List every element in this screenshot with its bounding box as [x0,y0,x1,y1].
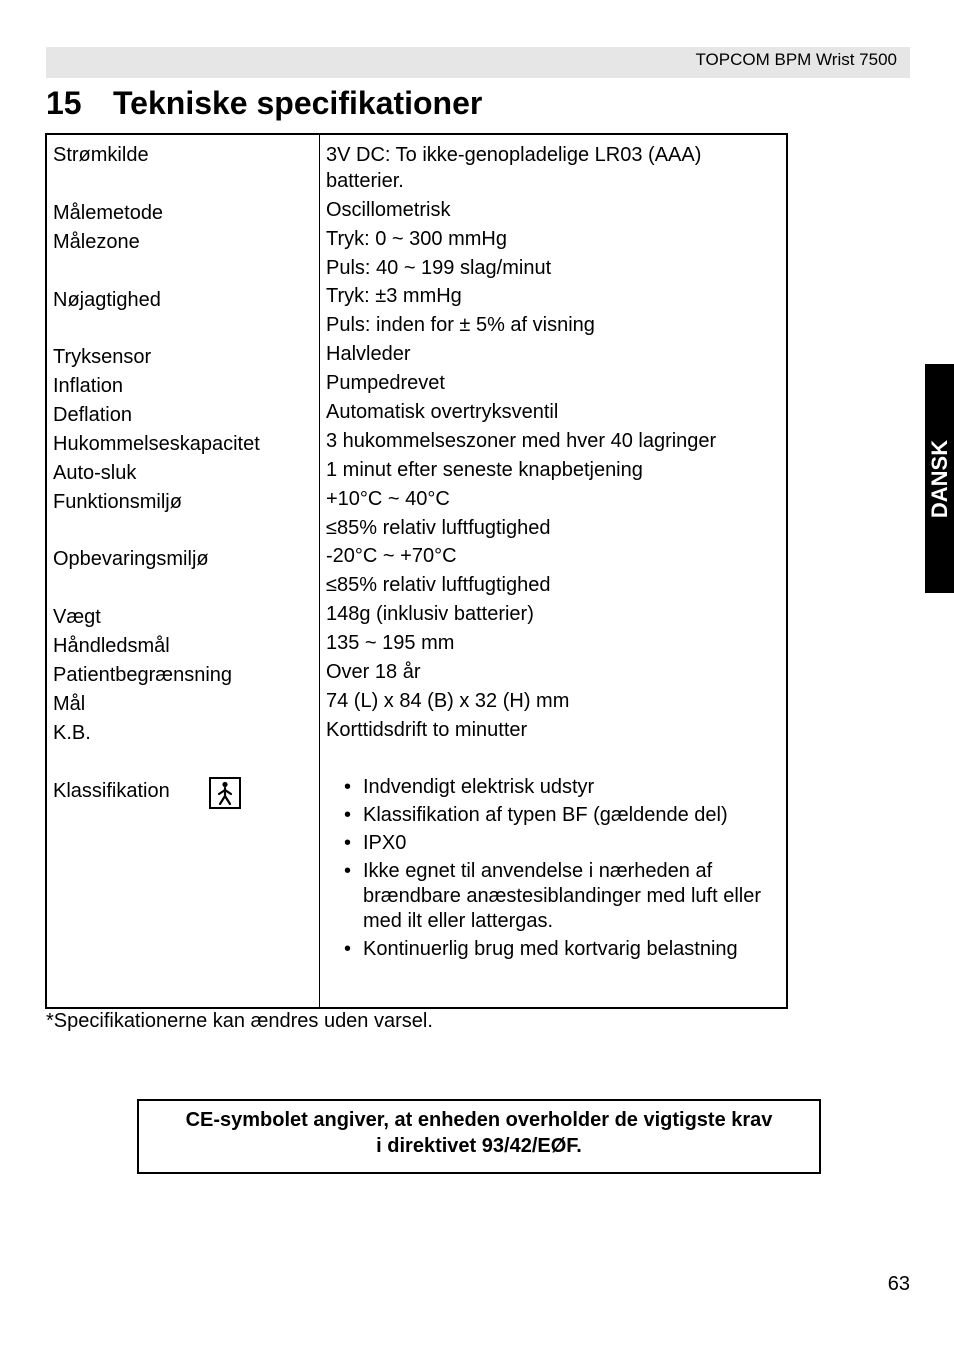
bullet-icon: • [344,832,352,854]
spec-label-measuring-method: Målemetode [53,202,164,224]
type-bf-applied-part-icon [209,777,241,809]
spec-label-measuring-range: Målezone [53,231,140,253]
spec-value-line: Puls: inden for ± 5% af visning [326,314,595,336]
spec-value-line: 1 minut efter seneste knapbetjening [326,459,643,481]
section-title [46,82,482,124]
bullet-icon: • [344,938,352,960]
spec-value-line: 148g (inklusiv batterier) [326,603,534,625]
spec-value-accuracy [326,283,595,338]
header-bar [46,47,910,78]
spec-label-classification: Klassifikation [53,780,170,802]
spec-value-line: ≤85% relativ luftfugtighed [326,574,551,596]
spec-value-inflation [326,370,445,396]
spec-value-line: Halvleder [326,343,411,365]
classification-item-text: IPX0 [363,832,407,854]
classification-item-text: Kontinuerlig brug med kortvarig belastning [363,938,738,960]
spec-value-line: 3 hukommelseszoner med hver 40 lagringer [326,430,717,452]
page-number: 63 [887,1273,910,1295]
language-side-tab-label: DANSK [926,439,952,518]
section-title-text: Tekniske specifikationer [113,85,483,121]
spec-value-storage-environment [326,543,550,598]
ce-notice-box [137,1099,821,1174]
spec-value-line: Pumpedrevet [326,372,445,394]
spec-value-line: 3V DC: To ikke-genopladelige LR03 (AAA) [326,144,702,166]
spec-label-operation-mode: K.B. [53,722,91,744]
spec-label-accuracy: Nøjagtighed [53,289,161,311]
footnote: *Specifikationerne kan ændres uden varsel. [46,1010,433,1032]
classification-item [326,803,786,828]
spec-value-line: Tryk: 0 ~ 300 mmHg [326,228,507,250]
classification-item-text: Ikke egnet til anvendelse i nærheden af brændbare anæstesiblandinger med luft eller med ilt eller lattergas. [363,860,762,932]
header-product-name: TOPCOM BPM Wrist 7500 [695,50,897,69]
bullet-icon: • [344,804,352,826]
spec-value-wrist-size [326,630,454,656]
spec-label-auto-off: Auto-sluk [53,462,137,484]
classification-item [326,859,786,934]
spec-label-operating-environment: Funktionsmiljø [53,491,182,513]
spec-value-memory-capacity [326,428,716,454]
classification-item [326,775,786,800]
spec-value-line: batterier. [326,170,404,192]
spec-value-weight [326,601,534,627]
bullet-icon: • [344,860,352,882]
ce-notice-line-1: CE-symbolet angiver, at enheden overholder de vigtigste krav [185,1109,773,1131]
bullet-icon: • [344,776,352,798]
spec-value-line: Tryk: ±3 mmHg [326,285,462,307]
spec-label-weight: Vægt [53,606,101,628]
spec-value-line: Over 18 år [326,661,421,683]
spec-value-patient-limitation [326,659,420,685]
spec-label-deflation: Deflation [53,404,132,426]
section-number: 15 [46,85,82,121]
spec-value-operating-environment [326,486,550,541]
spec-label-power-source: Strømkilde [53,144,149,166]
spec-label-storage-environment: Opbevaringsmiljø [53,548,209,570]
spec-label-wrist-size: Håndledsmål [53,635,170,657]
spec-value-operation-mode [326,717,527,743]
column-divider [319,135,320,1007]
ce-notice-line-2: i direktivet 93/42/EØF. [376,1135,582,1157]
classification-item [326,937,786,962]
ce-notice-text [139,1107,819,1159]
spec-value-line: Oscillometrisk [326,199,451,221]
classification-item-text: Indvendigt elektrisk udstyr [363,776,595,798]
spec-label-dimensions: Mål [53,693,86,715]
spec-value-line: +10°C ~ 40°C [326,488,450,510]
spec-label-patient-limitation: Patientbegrænsning [53,664,233,686]
spec-label-memory-capacity: Hukommelseskapacitet [53,433,260,455]
spec-value-line: Automatisk overtryksventil [326,401,559,423]
spec-value-measuring-range [326,226,551,281]
spec-label-pressure-sensor: Tryksensor [53,346,152,368]
spec-value-measuring-method [326,197,450,223]
spec-value-line: -20°C ~ +70°C [326,545,457,567]
spec-table [45,133,788,1009]
spec-value-line: Korttidsdrift to minutter [326,719,528,741]
classification-item [326,831,786,856]
language-side-tab [925,364,954,593]
spec-value-line: Puls: 40 ~ 199 slag/minut [326,257,552,279]
spec-value-line: 74 (L) x 84 (B) x 32 (H) mm [326,690,570,712]
spec-value-line: ≤85% relativ luftfugtighed [326,517,551,539]
spec-value-dimensions [326,688,569,714]
spec-value-line: 135 ~ 195 mm [326,632,455,654]
spec-value-pressure-sensor [326,341,410,367]
spec-label-inflation: Inflation [53,375,124,397]
spec-value-power-source [326,142,701,194]
spec-value-deflation [326,399,558,425]
classification-item-text: Klassifikation af typen BF (gældende del) [363,804,728,826]
spec-value-auto-off [326,457,643,483]
classification-list [326,775,786,965]
